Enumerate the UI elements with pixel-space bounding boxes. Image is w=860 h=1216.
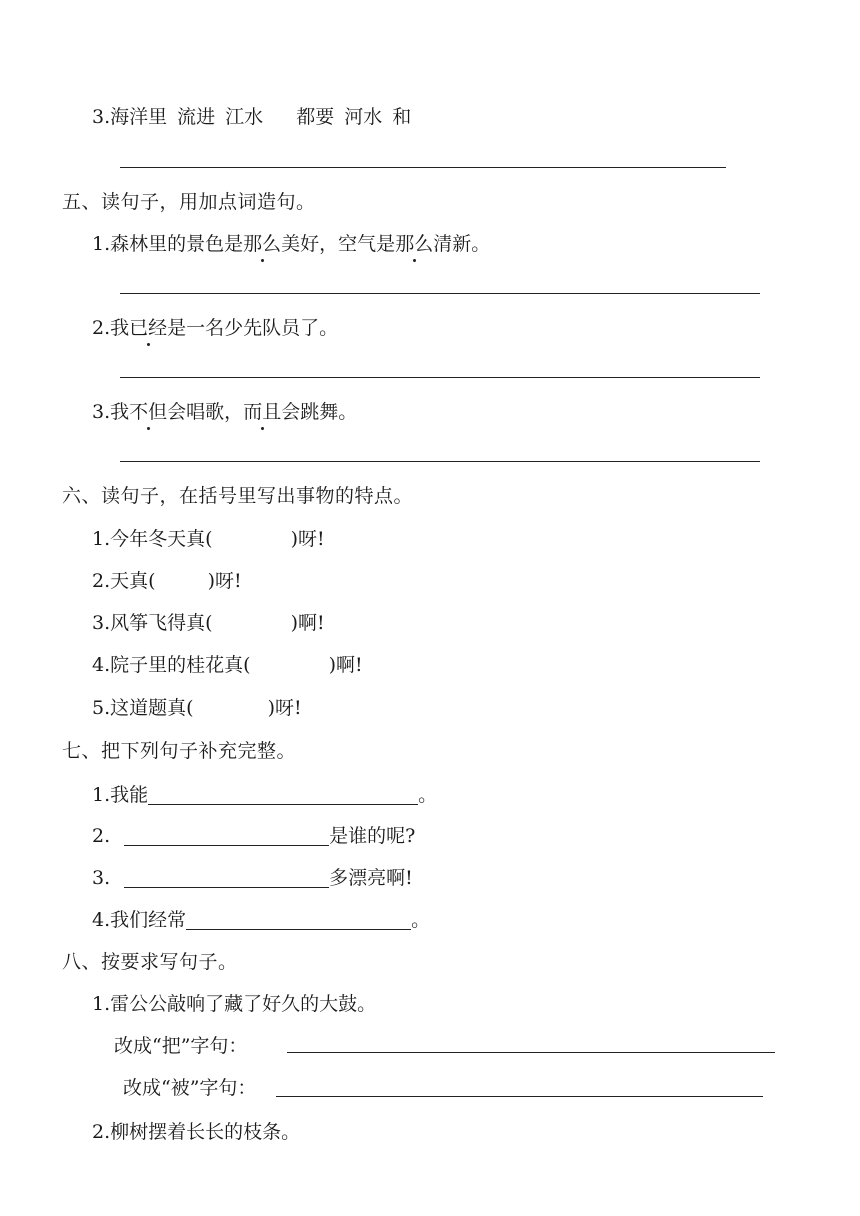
s6-item: 1.今年冬天真( )呀! bbox=[92, 528, 325, 550]
s6-item: 2.天真( )呀! bbox=[92, 570, 242, 592]
fill-blank-line[interactable] bbox=[124, 825, 329, 846]
fill-blank-line[interactable] bbox=[148, 784, 418, 805]
word-chip: 江水 bbox=[225, 106, 264, 128]
s7-item: 1.我能 。 bbox=[92, 784, 438, 806]
s5-q2: 2.我已经是一名少先队员了。 bbox=[92, 317, 339, 339]
answer-line[interactable] bbox=[120, 293, 760, 294]
bei-label: 改成“被”字句： bbox=[123, 1077, 257, 1099]
s7-item: 3. 多漂亮啊! bbox=[92, 867, 413, 889]
question-number: 3. bbox=[92, 106, 111, 128]
dotted-word: 不但 bbox=[129, 401, 168, 423]
section-title-8: 八、按要求写句子。 bbox=[62, 951, 238, 973]
s5-q1: 1.森林里的景色是那么美好，空气是那么清新。 bbox=[92, 233, 491, 255]
answer-line[interactable] bbox=[276, 1096, 763, 1097]
s8-q1: 1.雷公公敲响了藏了好久的大鼓。 bbox=[92, 993, 377, 1015]
answer-line[interactable] bbox=[120, 167, 726, 168]
s6-item: 3.风筝飞得真( )啊! bbox=[92, 612, 325, 634]
dotted-word: 已经 bbox=[129, 317, 168, 339]
ba-label: 改成“把”字句： bbox=[114, 1035, 248, 1057]
answer-line[interactable] bbox=[287, 1052, 775, 1053]
word-chip: 和 bbox=[392, 106, 412, 128]
dotted-word: 那么 bbox=[243, 233, 282, 255]
word-chip: 流进 bbox=[177, 106, 216, 128]
word-chip: 河水 bbox=[344, 106, 383, 128]
fill-blank-line[interactable] bbox=[124, 867, 329, 888]
s8-q2: 2.柳树摆着长长的枝条。 bbox=[92, 1121, 301, 1143]
s7-item: 4.我们经常 。 bbox=[92, 909, 431, 931]
word-chip: 海洋里 bbox=[110, 106, 168, 128]
s6-item: 4.院子里的桂花真( )啊! bbox=[92, 654, 363, 676]
section-title-6: 六、读句子，在括号里写出事物的特点。 bbox=[62, 485, 414, 507]
dotted-word: 而且 bbox=[243, 401, 282, 423]
fill-blank-line[interactable] bbox=[186, 909, 411, 930]
s5-q3: 3.我不但会唱歌，而且会跳舞。 bbox=[92, 401, 358, 423]
answer-line[interactable] bbox=[120, 461, 760, 462]
section-title-5: 五、读句子，用加点词造句。 bbox=[62, 191, 316, 213]
answer-line[interactable] bbox=[120, 377, 760, 378]
dotted-word: 那么 bbox=[395, 233, 434, 255]
s7-item: 2. 是谁的呢? bbox=[92, 825, 416, 847]
word-chip: 都要 bbox=[296, 106, 335, 128]
s4-q3 bbox=[92, 105, 411, 129]
section-title-7: 七、把下列句子补充完整。 bbox=[62, 740, 297, 762]
s6-item: 5.这道题真( )呀! bbox=[92, 697, 302, 719]
